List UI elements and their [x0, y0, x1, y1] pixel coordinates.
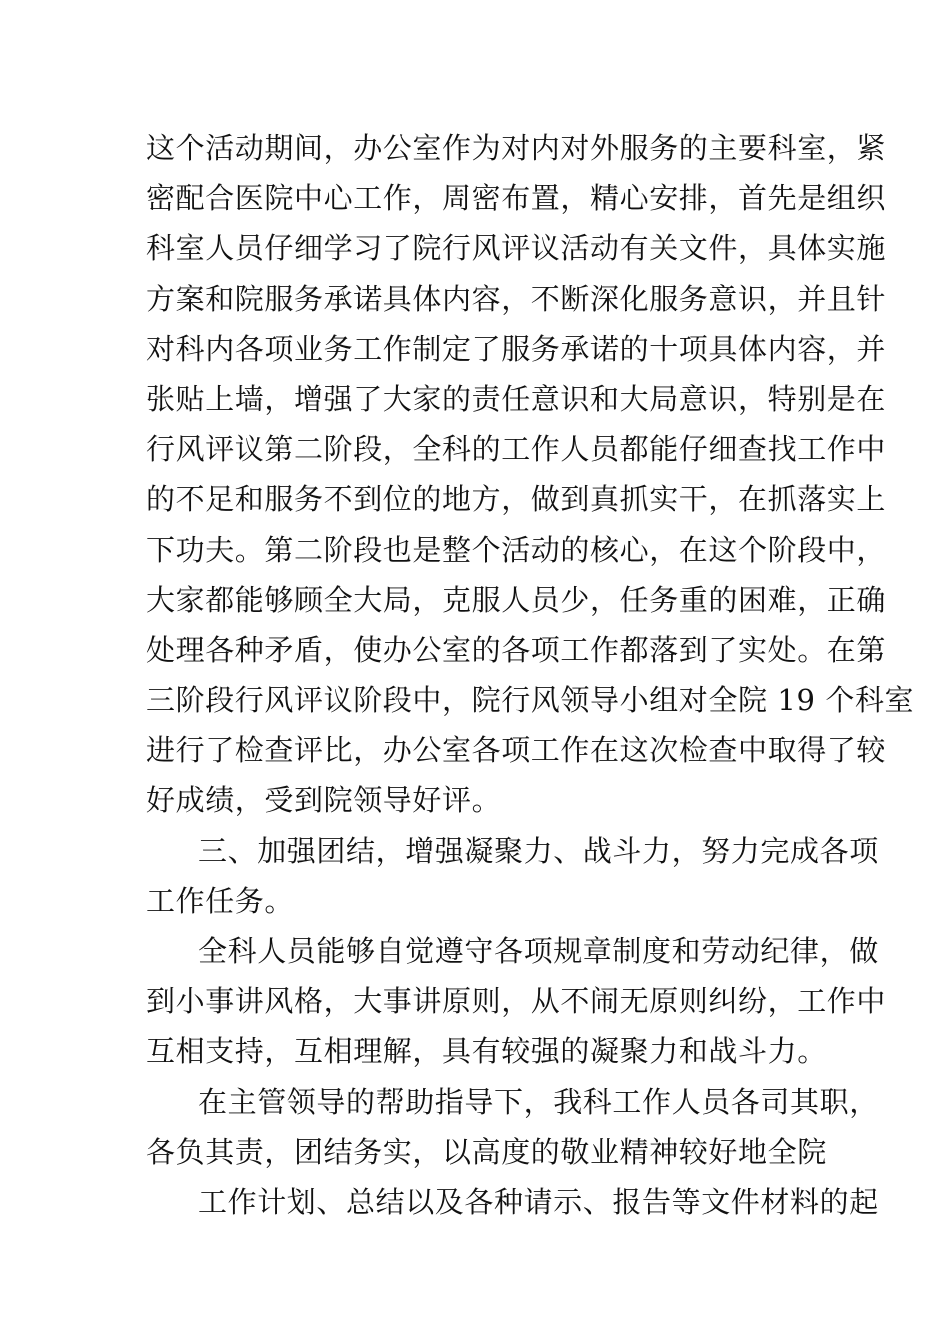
paragraph-start-line: 全科人员能够自觉遵守各项规章制度和劳动纪律，做 — [198, 934, 879, 968]
text-line: 科室人员仔细学习了院行风评议活动有关文件，具体实施 — [146, 231, 887, 266]
text-line: 工作任务。 — [146, 883, 295, 918]
text-line: 密配合医院中心工作，周密布置，精心安排，首先是组织 — [146, 181, 887, 216]
text-line: 到小事讲风格，大事讲原则，从不闹无原则纠纷，工作中 — [146, 984, 887, 1019]
section-heading: 三、加强团结，增强凝聚力、战斗力，努力完成各项 — [198, 833, 879, 868]
body-text — [146, 123, 915, 1227]
text-line: 下功夫。第二阶段也是整个活动的核心，在这个阶段中， — [146, 532, 887, 567]
text-line: 张贴上墙，增强了大家的责任意识和大局意识，特别是在 — [146, 381, 887, 416]
text-line: 好成绩，受到院领导好评。 — [146, 783, 502, 818]
paragraph-start-line: 在主管领导的帮助指导下，我科工作人员各司其职， — [198, 1084, 879, 1119]
paragraph-start-line: 工作计划、总结以及各种请示、报告等文件材料的起 — [198, 1184, 879, 1219]
text-line: 这个活动期间，办公室作为对内对外服务的主要科室，紧 — [146, 131, 887, 165]
text-line: 大家都能够顾全大局，克服人员少，任务重的困难，正确 — [146, 582, 887, 617]
text-line: 对科内各项业务工作制定了服务承诺的十项具体内容，并 — [146, 331, 887, 366]
text-line: 行风评议第二阶段，全科的工作人员都能仔细查找工作中 — [146, 432, 887, 467]
text-line: 进行了检查评比，办公室各项工作在这次检查中取得了较 — [146, 733, 887, 768]
text-line: 方案和院服务承诺具体内容，不断深化服务意识，并且针 — [146, 281, 887, 316]
text-line: 互相支持，互相理解，具有较强的凝聚力和战斗力。 — [146, 1034, 827, 1069]
text-line: 的不足和服务不到位的地方，做到真抓实干，在抓落实上 — [146, 482, 887, 517]
text-line: 各负其责，团结务实，以高度的敬业精神较好地全院 — [146, 1134, 827, 1169]
text-line: 处理各种矛盾，使办公室的各项工作都落到了实处。在第 — [146, 632, 887, 667]
text-line: 三阶段行风评议阶段中，院行风领导小组对全院 19 个科室 — [146, 683, 915, 718]
